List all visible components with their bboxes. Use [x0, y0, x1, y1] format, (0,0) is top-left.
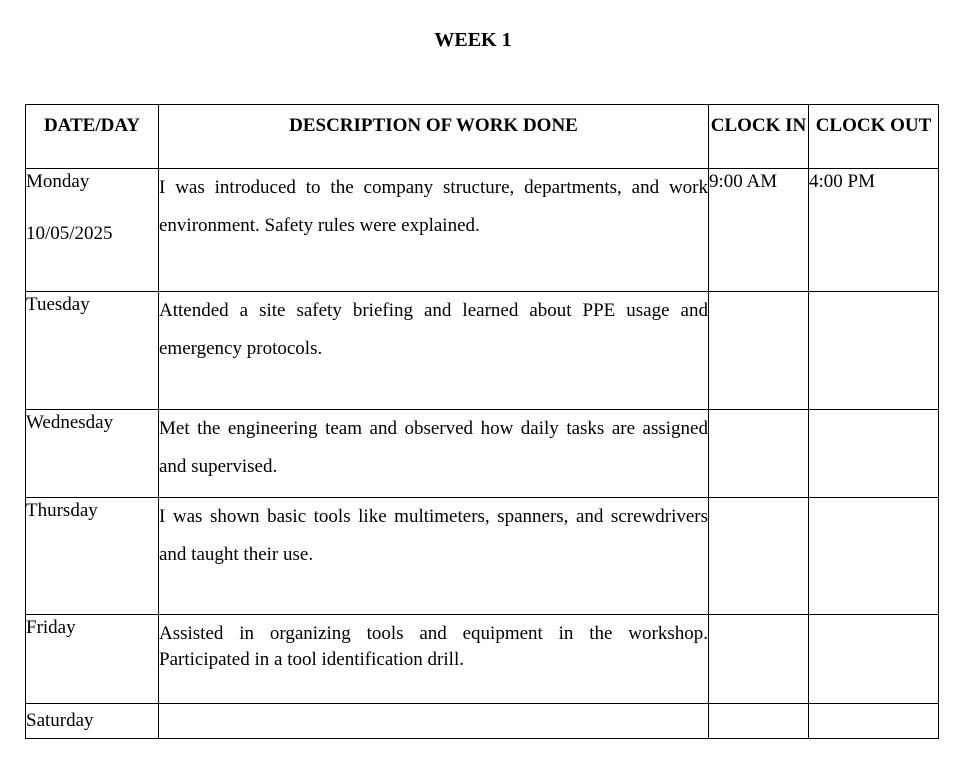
clock-in-cell [709, 410, 809, 498]
clock-out-cell [809, 704, 939, 739]
day-name: Friday [26, 617, 76, 638]
day-cell [26, 169, 159, 292]
table-row [26, 498, 939, 615]
day-cell [26, 410, 159, 498]
header-clock-out: CLOCK OUT [809, 105, 939, 169]
day-name: Monday [26, 171, 90, 192]
clock-out-cell [809, 498, 939, 615]
day-name: Thursday [26, 500, 98, 521]
description-cell [159, 704, 709, 739]
day-date: 10/05/2025 [26, 223, 113, 244]
clock-out-cell [809, 292, 939, 410]
description-cell: I was shown basic tools like multimeters, spanners, and screwdrivers and taught their use. [159, 498, 709, 615]
table-row [26, 615, 939, 704]
day-cell [26, 292, 159, 410]
header-date-day: DATE/DAY [26, 105, 159, 169]
clock-in-cell [709, 292, 809, 410]
day-name: Saturday [26, 710, 94, 731]
table-row [26, 704, 939, 739]
description-cell: Assisted in organizing tools and equipment in the workshop. Participated in a tool identification drill. [159, 615, 709, 704]
description-cell: Attended a site safety briefing and learned about PPE usage and emergency protocols. [159, 292, 709, 410]
page-title: WEEK 1 [434, 29, 512, 51]
day-cell [26, 704, 159, 739]
table-header-row [26, 105, 939, 169]
table-row [26, 292, 939, 410]
clock-in-cell: 9:00 AM [709, 169, 809, 292]
day-name: Tuesday [26, 294, 90, 315]
day-name: Wednesday [26, 412, 114, 433]
clock-in-cell [709, 615, 809, 704]
clock-in-cell [709, 704, 809, 739]
clock-out-cell [809, 410, 939, 498]
day-cell [26, 615, 159, 704]
description-cell: I was introduced to the company structure, departments, and work environment. Safety rules were explained. [159, 169, 709, 292]
header-description: DESCRIPTION OF WORK DONE [159, 105, 709, 169]
clock-out-cell: 4:00 PM [809, 169, 939, 292]
header-clock-in: CLOCK IN [709, 105, 809, 169]
table-row [26, 410, 939, 498]
table-row [26, 169, 939, 292]
clock-out-cell [809, 615, 939, 704]
clock-in-cell [709, 498, 809, 615]
work-log-table [25, 104, 939, 739]
description-cell: Met the engineering team and observed how daily tasks are assigned and supervised. [159, 410, 709, 498]
day-cell [26, 498, 159, 615]
